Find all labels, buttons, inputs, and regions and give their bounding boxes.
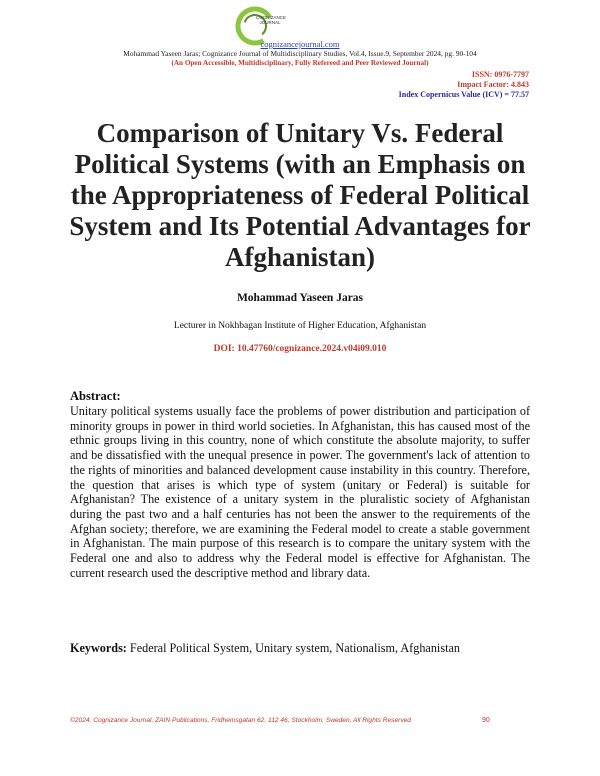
author-name: Mohammad Yaseen Jaras [236,292,364,304]
journal-site-link[interactable]: cognizancejournal.com [260,39,340,49]
footer-copyright: ©2024, Cognizance Journal, ZAIN Publications, Fridhemsgatan 62, 112 46, Stockholm, Sweden, All Rights Reserved [70,717,411,724]
keywords [70,641,530,656]
logo-text: COGNIZANCE JOURNAL [256,15,287,25]
doi[interactable]: DOI: 10.47760/cognizance.2024.v04i09.010 [213,344,387,354]
issn: ISSN: 0976-7797 [471,70,529,79]
abstract-body: Unitary political systems usually face the problems of power distribution and participation of minority groups in power in third world societies. In Afghanistan, this has caused most of the ethnic groups living in this country, none of which constitute the absolute majority, to suffer and be dissatisfied with the unequal presence in power. The government's lack of attention to the rights of minorities and balanced development cause instability in this country. Therefore, the question that arises is which type of system (unitary or Federal) is suitable for Afghanistan? The existence of a unitary system in the pluralistic society of Afghanistan during the past two and a half centuries has not been the answer to the requirements of the Afghan society; therefore, we are examining the Federal model to create a stable government in Afghanistan. The main purpose of this research is to compare the unitary system with the Federal one and also to address why the Federal model is effective for Afghanistan. The current research used the descriptive method and library data. [70,404,530,580]
abstract-heading: Abstract: [70,389,121,403]
icv: Index Copernicus Value (ICV) = 77.57 [398,90,529,99]
impact-factor: Impact Factor: 4.843 [457,80,529,89]
keywords-list: Federal Political System, Unitary system, Nationalism, Afghanistan [129,641,460,655]
keywords-label: Keywords: [70,641,127,655]
access-note: (An Open Accessible, Multidisciplinary, Fully Refereed and Peer Reviewed Journal) [171,59,429,67]
paper-title: Comparison of Unitary Vs. Federal Political Systems (with an Emphasis on the Appropriateness of Federal Political System and Its Potential Advantages for Afghanistan) [69,118,531,272]
author-affiliation: Lecturer in Nokhbagan Institute of Higher Education, Afghanistan [173,321,427,331]
citation-line: Mohammad Yaseen Jaras; Cognizance Journal of Multidisciplinary Studies, Vol.4, Issue.9, September 2024, pg. 90-104 [123,49,477,58]
page-number: 90 [482,717,490,724]
